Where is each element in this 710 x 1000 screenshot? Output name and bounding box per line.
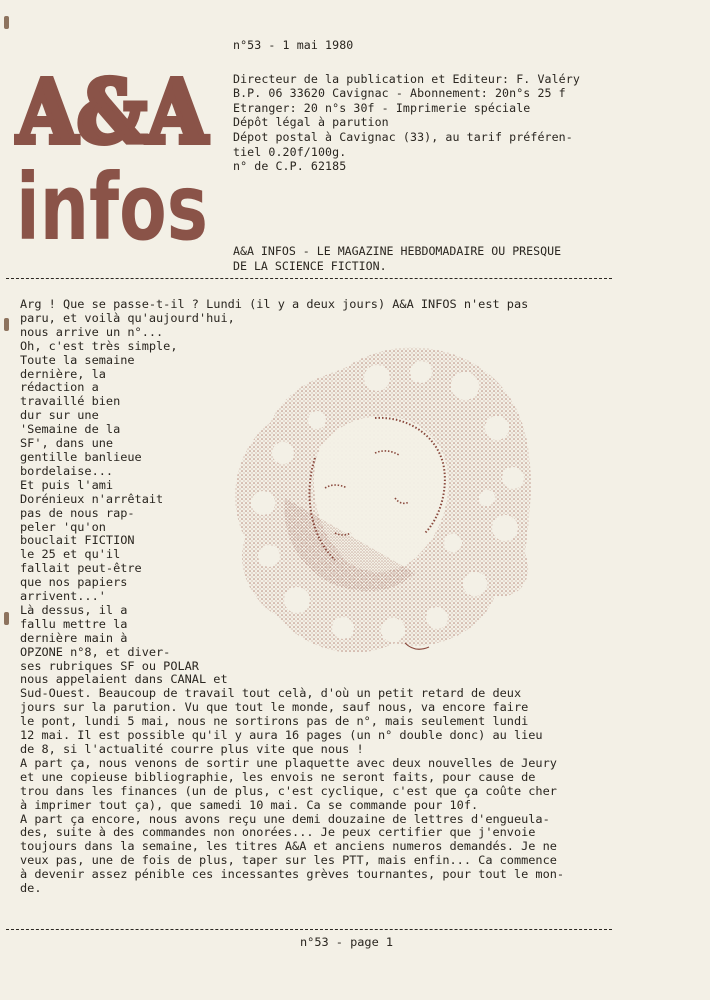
tagline: A&A INFOS - LE MAGAZINE HEBDOMADAIRE OU PRESQUE DE LA SCIENCE FICTION. [233, 244, 562, 273]
masthead-line: tiel 0.20f/100g. [233, 144, 347, 159]
issue-date: n°53 - 1 mai 1980 [233, 38, 354, 52]
masthead [233, 38, 633, 174]
punch-hole-mark [4, 612, 9, 625]
editorial-text: Arg ! Que se passe-t-il ? Lundi (il y a deux jours) A&A INFOS n'est pas paru, et voilà qu'aujourd'hui, nous arrive un n°... Oh, c'est très simple, Toute la semaine dernière, la rédaction a travaillé bien dur sur une 'Semaine de la SF', dans une gentille banlieue bordelaise... Et puis l'ami Dorénieux n'arrêtait pas de nous rap- peler 'qu'on bouclait FICTION le 25 et qu'il fallait peut-être que nos papiers arrivent...' Là dessus, il a fallu mettre la dernière main à OPZONE n°8, et diver- ses rubriques SF ou POLAR nous appelaient dans CANAL et Sud-Ouest. Beaucoup de travail tout celà, d'où un petit retard de deux jours sur la parution. Vu que tout le monde, sauf nous, va encore faire le pont, lundi 5 mai, nous ne sortirons pas de n°, mais seulement lundi 12 mai. Il est possible qu'il y aura 16 pages (un n° double donc) au lieu de 8, si l'actualité courre plus vite que nous ! A part ça, nous venons de sortir une plaquette avec deux nouvelles de Jeury et une copieuse bibliographie, les envois ne seront faits, pour cause de trou dans les finances (un de plus, c'est cyclique, c'est que ça coûte cher à imprimer tout ça), que samedi 10 mai. Ca se commande pour 10f. A part ça encore, nous avons reçu une demi douzaine de lettres d'engueula- des, suite à des commandes non onorées... Je peux certifier que j'envoie toujours dans la semaine, les titres A&A et anciens numeros demandés. Je ne veux pas, une de fois de plus, taper sur les PTT, mais enfin... Ca commence à devenir assez pénible ces incessantes grèves tournantes, pour tout le mon- de. [20, 297, 565, 896]
masthead-line: Dépot postal à Cavignac (33), au tarif préféren- [233, 129, 573, 144]
masthead-line: Directeur de la publication et Editeur: F. Valéry [233, 71, 580, 86]
masthead-line: B.P. 06 33620 Cavignac - Abonnement: 20n°s 25 f [233, 86, 566, 101]
aa-infos-logo [14, 34, 214, 249]
logo-line1: A&A [16, 62, 209, 163]
page-footer: n°53 - page 1 [300, 935, 394, 949]
masthead-line: Etranger: 20 n°s 30f - Imprimerie spéciale [233, 100, 531, 115]
divider-bottom [6, 929, 612, 930]
masthead-line: Dépôt légal à parution [233, 115, 389, 130]
divider-top [6, 278, 612, 279]
punch-hole-mark [4, 318, 9, 331]
punch-hole-mark [4, 16, 9, 29]
logo-line2: infos [16, 154, 208, 249]
masthead-line: n° de C.P. 62185 [233, 159, 347, 174]
